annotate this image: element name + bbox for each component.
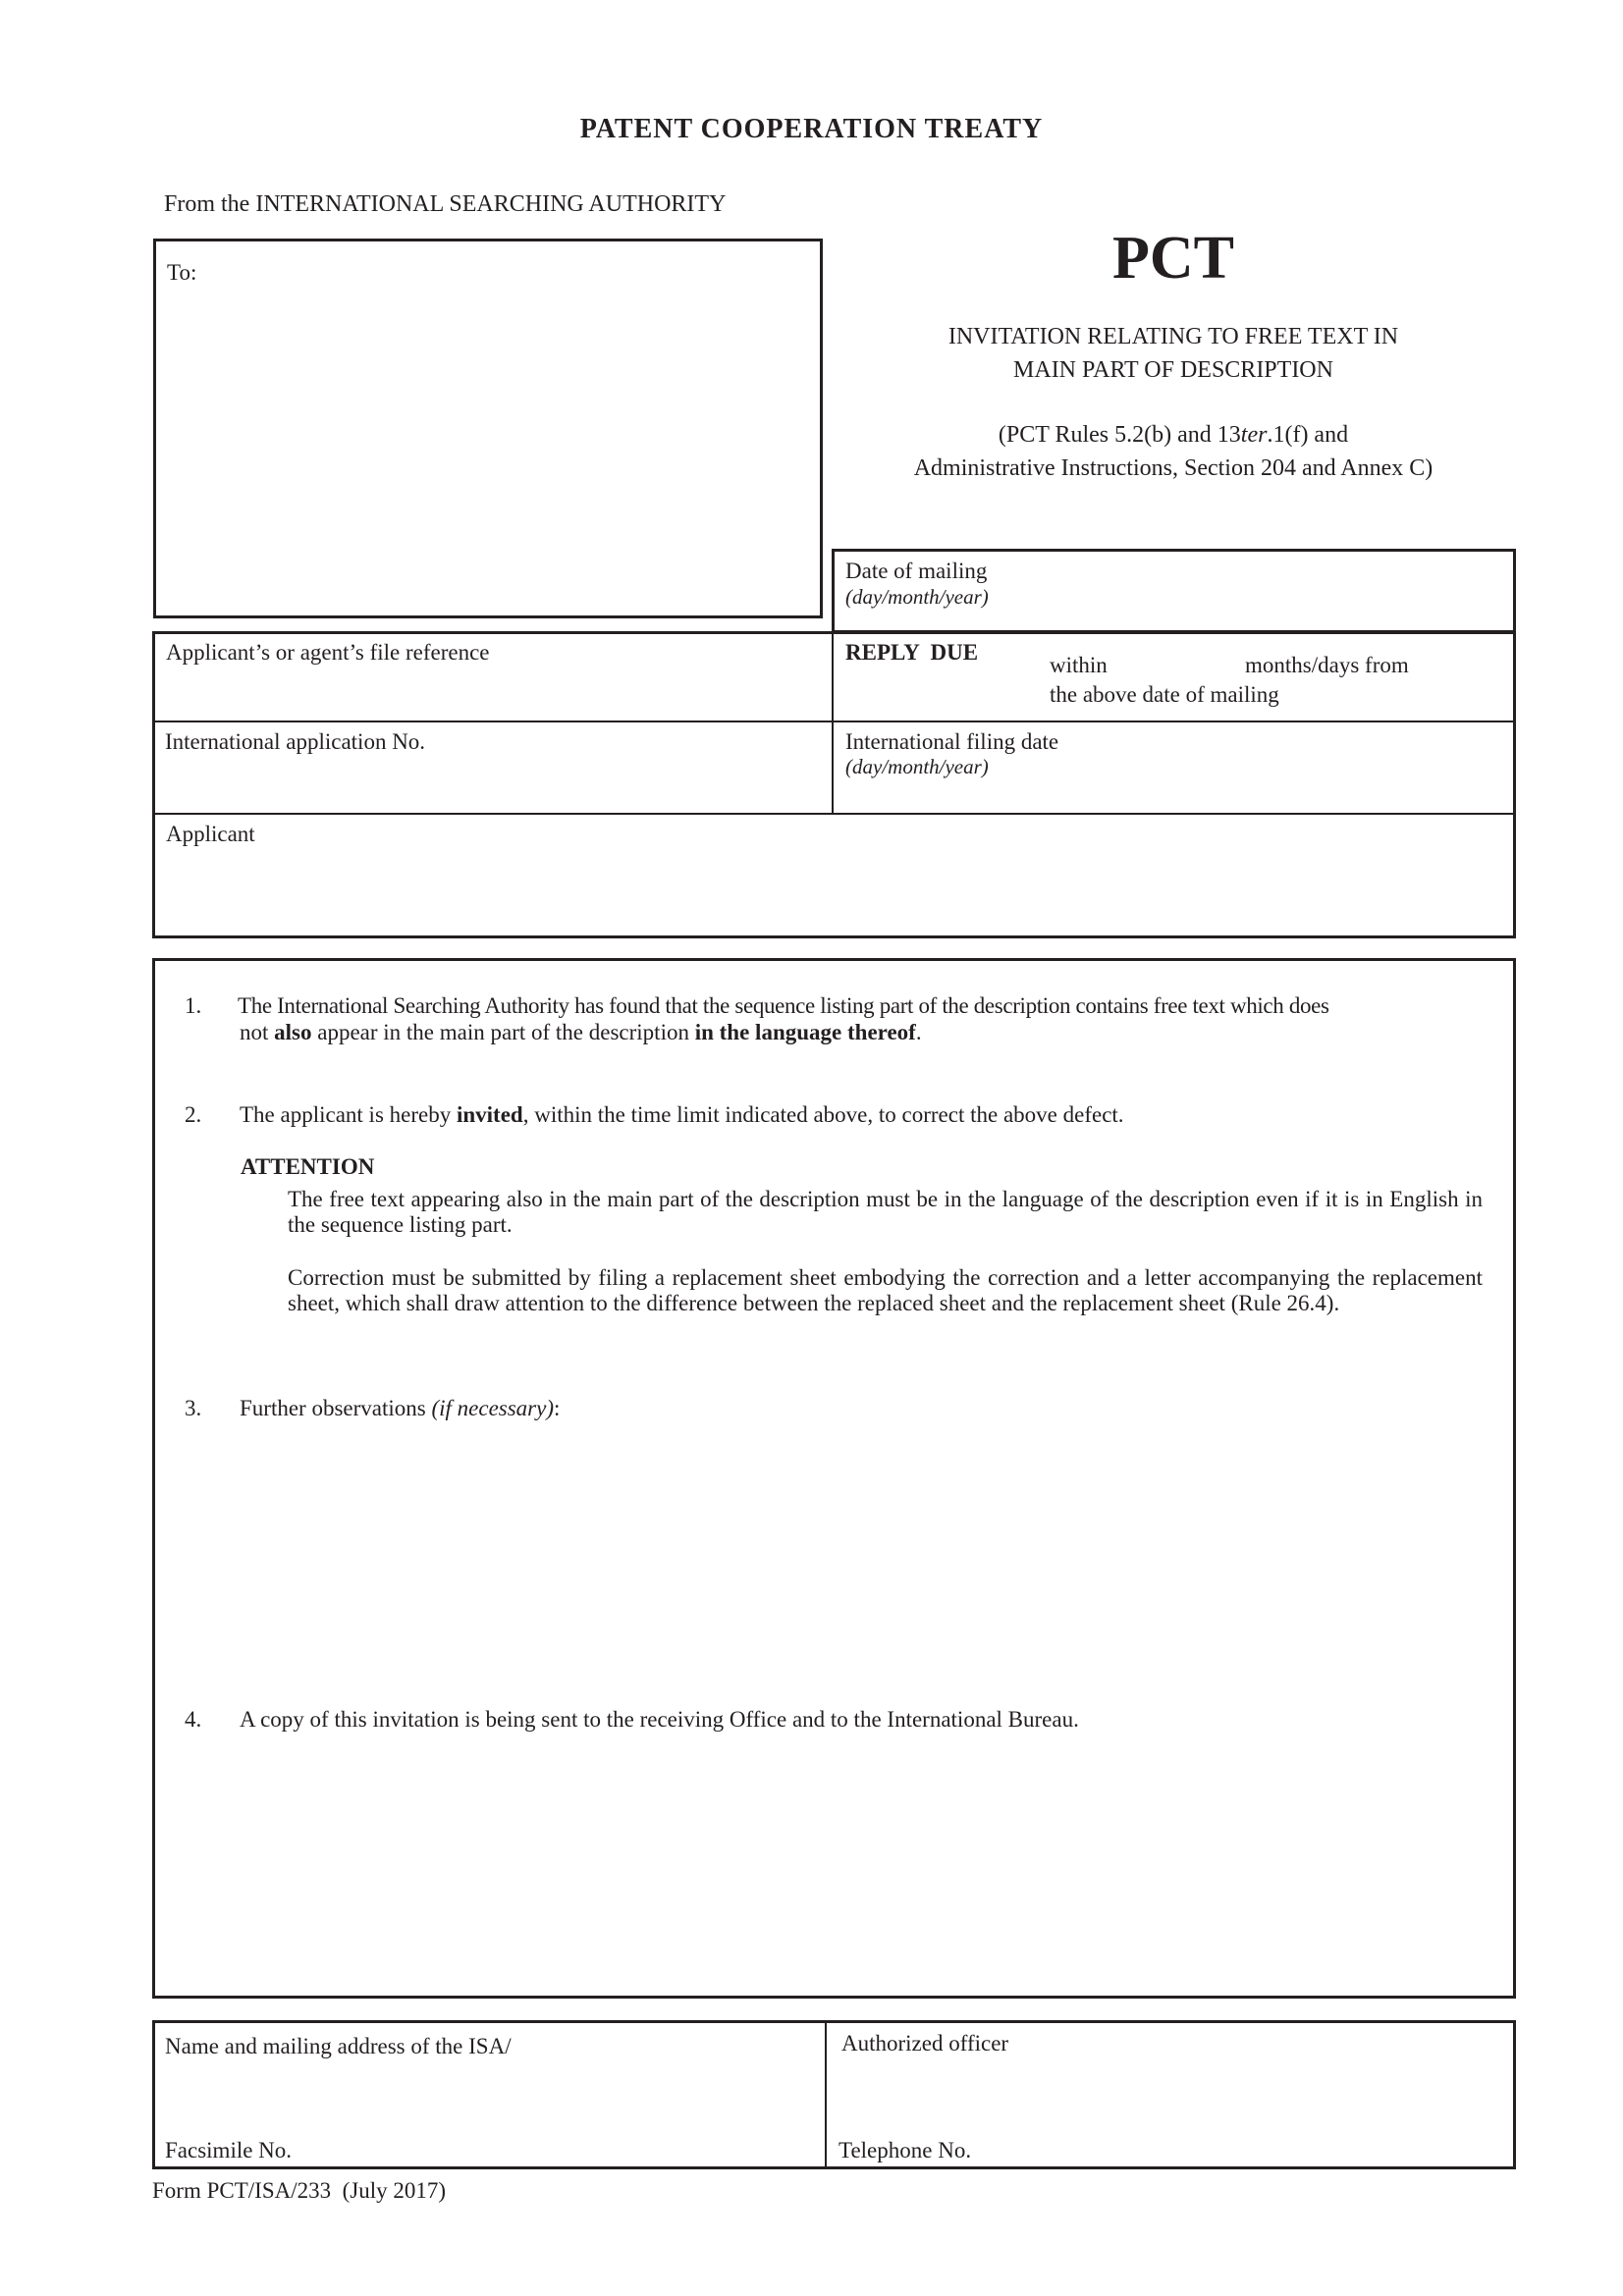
date-of-mailing-format: (day/month/year) bbox=[845, 585, 989, 609]
item-1-text-c: appear in the main part of the description bbox=[311, 1020, 695, 1044]
footer-divider bbox=[825, 2020, 827, 2169]
authorized-officer-field[interactable] bbox=[833, 2059, 1510, 2130]
form-header-title: PATENT COOPERATION TREATY bbox=[579, 114, 1044, 144]
item-3-number: 3. bbox=[185, 1396, 202, 1420]
reply-months-days-text: months/days from bbox=[1245, 653, 1409, 677]
to-address-box[interactable] bbox=[153, 239, 823, 618]
date-of-mailing-label: Date of mailing bbox=[845, 559, 988, 583]
item-1-line-2 bbox=[240, 1019, 922, 1045]
authorized-officer-label: Authorized officer bbox=[841, 2031, 1009, 2056]
applicant-label: Applicant bbox=[166, 822, 255, 846]
item-3-colon: : bbox=[554, 1396, 561, 1420]
form-identifier: Form PCT/ISA/233 (July 2017) bbox=[152, 2178, 447, 2203]
reply-within-text: within bbox=[1050, 653, 1108, 677]
item-2-number: 2. bbox=[185, 1102, 202, 1127]
item-4-text: A copy of this invitation is being sent to the receiving Office and to the International Bureau. bbox=[240, 1707, 1079, 1732]
international-application-label: International application No. bbox=[165, 729, 426, 754]
file-reference-label: Applicant’s or agent’s file reference bbox=[166, 640, 490, 665]
attention-heading: ATTENTION bbox=[241, 1154, 375, 1179]
rules-text-ter: ter bbox=[1240, 422, 1268, 448]
item-1-in-language: in the language thereof bbox=[694, 1020, 916, 1044]
info-grid-row-line-1 bbox=[152, 721, 1516, 722]
reply-period-field[interactable] bbox=[1119, 648, 1239, 677]
isa-address-label: Name and mailing address of the ISA/ bbox=[165, 2034, 512, 2058]
international-filing-date-label: International filing date bbox=[845, 729, 1059, 754]
info-grid-divider bbox=[832, 631, 834, 814]
item-1-number: 1. bbox=[185, 993, 202, 1018]
applicant-field[interactable] bbox=[157, 850, 1512, 934]
rules-text-a: (PCT Rules 5.2(b) and 13 bbox=[998, 422, 1241, 448]
isa-address-field[interactable] bbox=[157, 2061, 820, 2130]
rules-text-b: .1(f) and bbox=[1267, 422, 1349, 448]
to-label: To: bbox=[167, 260, 197, 285]
rules-reference-line1 bbox=[830, 422, 1517, 449]
file-reference-field[interactable] bbox=[157, 667, 825, 717]
facsimile-label: Facsimile No. bbox=[165, 2138, 293, 2163]
item-1-period: . bbox=[915, 1020, 922, 1044]
item-4-number: 4. bbox=[185, 1707, 202, 1732]
item-1-line-1: The International Searching Authority has found that the sequence listing part of the description contains free text which does bbox=[238, 993, 1329, 1018]
international-filing-date-format: (day/month/year) bbox=[845, 755, 989, 778]
attention-paragraph-1: The free text appearing also in the main part of the description must be in the language of the description even if it is in English in the sequence listing part. bbox=[288, 1187, 1483, 1237]
reply-due-label: REPLY DUE bbox=[845, 640, 979, 665]
further-observations-field[interactable] bbox=[240, 1428, 1483, 1674]
form-title-line1: INVITATION RELATING TO FREE TEXT IN bbox=[947, 324, 1399, 349]
item-3-if-necessary: (if necessary) bbox=[431, 1396, 555, 1420]
from-authority-label: From the INTERNATIONAL SEARCHING AUTHORITY bbox=[164, 191, 727, 217]
form-title-line2: MAIN PART OF DESCRIPTION bbox=[1013, 357, 1333, 383]
item-2-text bbox=[240, 1101, 1124, 1128]
item-1-also: also bbox=[274, 1020, 312, 1044]
international-application-field[interactable] bbox=[157, 758, 825, 807]
reply-above-date-text: the above date of mailing bbox=[1050, 682, 1279, 707]
telephone-label: Telephone No. bbox=[839, 2138, 972, 2163]
item-2-invited: invited bbox=[456, 1102, 523, 1127]
attention-paragraph-2: Correction must be submitted by filing a replacement sheet embodying the correction and a letter accompanying the replacement sheet, which shall draw attention to the difference between the replaced sheet and the replacement sheet (Rule 26.4). bbox=[288, 1265, 1483, 1315]
rules-reference-line2: Administrative Instructions, Section 204 and Annex C) bbox=[913, 455, 1434, 481]
pct-logo: PCT bbox=[1112, 225, 1234, 292]
item-2-text-a: The applicant is hereby bbox=[240, 1102, 457, 1127]
item-3-text-a: Further observations bbox=[240, 1396, 432, 1420]
info-grid-row-line-2 bbox=[152, 813, 1516, 815]
item-1-text-a: not bbox=[240, 1020, 275, 1044]
item-3-text bbox=[240, 1395, 560, 1421]
item-2-text-c: , within the time limit indicated above, to correct the above defect. bbox=[522, 1102, 1124, 1127]
